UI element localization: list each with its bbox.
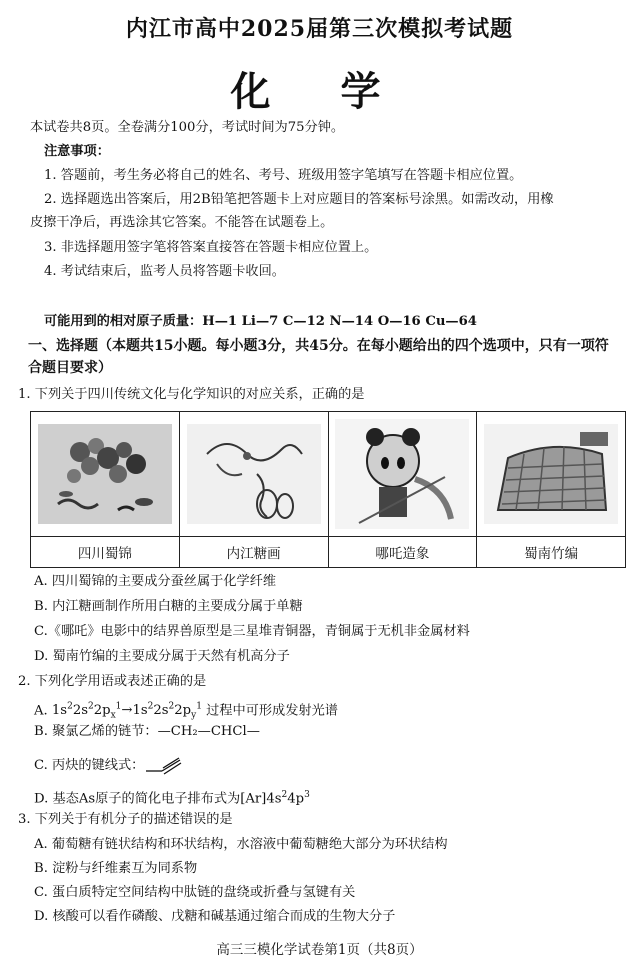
q3-option-a: A. 葡萄糖有链状结构和环状结构，水溶液中葡萄糖绝大部分为环状结构	[34, 837, 448, 852]
zhubian-image-cell	[477, 412, 626, 537]
page-footer: 高三三模化学试卷第1页（共8页）	[216, 942, 423, 958]
shujin-embroidery-image	[38, 424, 172, 524]
intro-text: 本试卷共8页。全卷满分100分，考试时间为75分钟。	[30, 120, 345, 135]
tanghua-image-cell	[179, 412, 328, 537]
subject-title: 化 学	[230, 68, 409, 115]
q3-option-c: C. 蛋白质特定空间结构中肽链的盘绕或折叠与氢键有关	[34, 885, 356, 900]
caption-nezha: 哪吒造象	[328, 537, 477, 568]
q2-option-a-label: A.	[34, 703, 52, 719]
sugar-painting-image	[187, 424, 321, 524]
section-1-heading-line1: 一、选择题（本题共15小题。每小题3分，共45分。在每小题给出的四个选项中，只有一项符	[28, 338, 609, 354]
q2-option-d-orbital: 4p	[287, 791, 305, 807]
q2-option-a-text: 过程中可形成发射光谱	[201, 703, 338, 719]
q1-figure-table	[30, 411, 626, 568]
atomic-masses: 可能用到的相对原子质量：H—1 Li—7 C—12 N—14 O—16 Cu—64	[44, 314, 477, 329]
q3-stem: 3. 下列关于有机分子的描述错误的是	[18, 812, 233, 827]
q3-option-d: D. 核酸可以看作磷酸、戊糖和碱基通过缩合而成的生物大分子	[34, 909, 396, 924]
q2-option-d: D. 基态As原子的简化电子排布式为$[Ar]4s^24p^3$	[34, 790, 310, 807]
propyne-skeletal-formula	[144, 757, 184, 775]
caption-zhubian: 蜀南竹编	[477, 537, 626, 568]
q1-stem: 1. 下列关于四川传统文化与化学知识的对应关系，正确的是	[18, 387, 365, 402]
bamboo-weaving-image	[484, 424, 618, 524]
note-3: 3. 非选择题用签字笔将答案直接答在答题卡相应位置上。	[44, 240, 378, 255]
caption-shujin: 四川蜀锦	[31, 537, 180, 568]
q1-option-d: D. 蜀南竹编的主要成分属于天然有机高分子	[34, 649, 290, 664]
q2-option-d-text: D. 基态As原子的简化电子排布式为[Ar]4s	[34, 791, 282, 807]
notes-heading: 注意事项：	[44, 144, 110, 159]
nezha-figure-image	[335, 419, 469, 529]
shujin-image-cell	[31, 412, 180, 537]
q1-option-c: C.《哪吒》电影中的结界兽原型是三星堆青铜器，青铜属于无机非金属材料	[34, 624, 470, 639]
nezha-image-cell	[328, 412, 477, 537]
q2-option-b: B. 聚氯乙烯的链节：—CH₂—CHCl—	[34, 724, 260, 739]
q1-option-a: A. 四川蜀锦的主要成分蚕丝属于化学纤维	[34, 574, 277, 589]
q3-option-b: B. 淀粉与纤维素互为同系物	[34, 861, 198, 876]
note-4: 4. 考试结束后，监考人员将答题卡收回。	[44, 264, 285, 279]
q1-option-b: B. 内江糖画制作所用白糖的主要成分属于单糖	[34, 599, 303, 614]
note-2-cont: 皮擦干净后，再选涂其它答案。不能答在试题卷上。	[30, 215, 334, 230]
q2-option-a-formula: $1s^22s^22p_x^1\to 1s^22s^22p_y^1$	[51, 702, 202, 722]
note-1: 1. 答题前，考生务必将自己的姓名、考号、班级用签字笔填写在答题卡相应位置。	[44, 168, 523, 183]
exam-title: 内江市高中2025届第三次模拟考试题	[125, 16, 514, 42]
caption-tanghua: 内江糖画	[179, 537, 328, 568]
q2-stem: 2. 下列化学用语或表述正确的是	[18, 674, 207, 689]
q2-option-c-text: C. 丙炔的键线式：	[34, 758, 145, 773]
note-2: 2. 选择题选出答案后，用2B铅笔把答题卡上对应题目的答案标号涂黑。如需改动，用橡	[44, 192, 554, 207]
q2-option-c	[34, 756, 619, 776]
section-1-heading-line2: 合题目要求）	[28, 360, 112, 376]
